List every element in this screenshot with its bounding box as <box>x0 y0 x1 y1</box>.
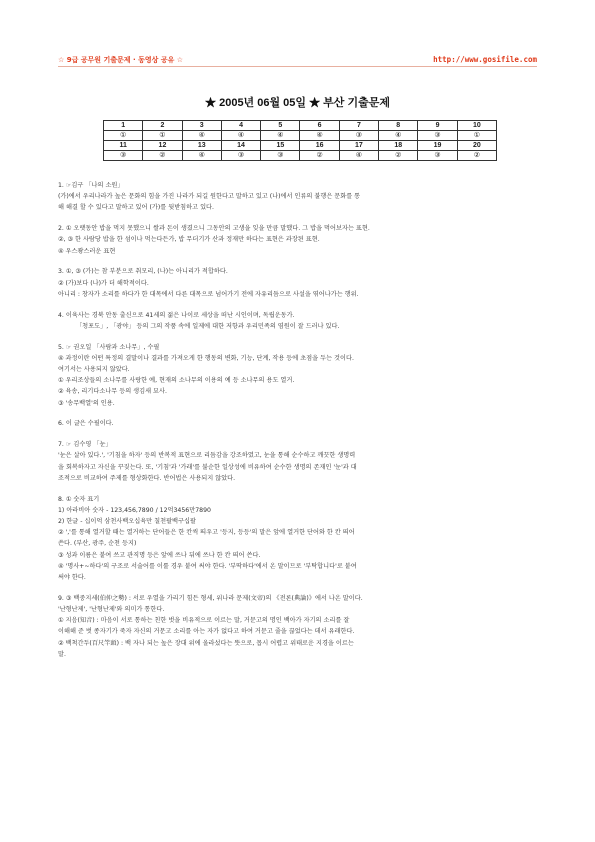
answer-number: 1 <box>104 121 143 131</box>
answer-table <box>103 120 497 161</box>
explanation-line: 「청포도」, 「광야」 등의 그의 작품 속에 일제에 대한 저항과 우리민족의 염원이 잘 드러나 있다. <box>76 322 340 330</box>
answer-choice: ③ <box>261 151 300 161</box>
answer-number: 4 <box>221 121 260 131</box>
explanation-line: 1) 아라비아 숫자 - 123,456,7890 / 12억3456만7890 <box>58 506 211 514</box>
answer-number: 6 <box>300 121 339 131</box>
explanation-item <box>58 310 538 332</box>
answer-number: 3 <box>182 121 221 131</box>
explanation-line: ② (가)보다 (나)가 더 해학적이다. <box>58 279 149 287</box>
explanation-line: ④ '명사+~하다'의 구조로 서술어를 이룰 경우 붙여 써야 한다. '부딱하다'에서 온 말이므로 '부탁합니다'로 붙여 <box>58 562 357 570</box>
header-promo-text: ☆ 9급 공무원 기출문제 · 동영상 공유 ☆ <box>58 56 184 64</box>
explanation-item <box>58 180 538 214</box>
page-title: ★ 2005년 06월 05일 ★ 부산 기출문제 <box>205 97 390 109</box>
answer-number: 15 <box>261 141 300 151</box>
answer-choice: ④ <box>182 151 221 161</box>
explanation-heading: 7. ☞ 김수영 「눈」 <box>58 441 112 449</box>
explanation-line: 말. <box>58 650 66 658</box>
answer-number: 13 <box>182 141 221 151</box>
explanation-item <box>58 266 538 300</box>
answer-choice: ④ <box>300 131 339 141</box>
answer-number: 20 <box>457 141 496 151</box>
explanation-line: '눈은 살아 있다.', '기침을 하자' 등의 반복적 표현으로 리듬감을 강조하였고, 눈을 통해 순수하고 깨끗한 생명력 <box>58 452 356 460</box>
explanation-line: 쓴다. (부산, 광주, 순천 등지) <box>58 540 137 548</box>
explanation-line: ② 백척간두(百尺竿頭) : 백 자나 되는 높은 장대 위에 올라섰다는 뜻으로, 몹시 어렵고 위태로운 지경을 이르는 <box>58 639 354 647</box>
answer-number: 17 <box>339 141 378 151</box>
explanation-line: 을 회복하자고 자신을 꾸짖는다. 또, '기침'과 '가래'를 불순한 일상성에 비유하여 순수한 생명의 존재인 '눈'과 대 <box>58 463 357 471</box>
explanation-item <box>58 494 538 584</box>
answer-choice: ③ <box>339 131 378 141</box>
explanation-heading: 8. ① 숫자 표기 <box>58 495 100 503</box>
answer-number: 19 <box>418 141 457 151</box>
explanation-line: ④ 우스꽝스러운 표현 <box>58 247 116 255</box>
explanation-line: ②, ③ 한 사람당 밥을 한 섬이나 먹는다든가, 밥 무더기가 산과 정재만 하다는 표현은 과장된 표현. <box>58 236 320 244</box>
answer-number: 10 <box>457 121 496 131</box>
answer-number: 18 <box>379 141 418 151</box>
explanation-line: '난형난제', '난형난제'와 의미가 통한다. <box>58 606 165 614</box>
answer-choice: ③ <box>418 131 457 141</box>
answer-number: 8 <box>379 121 418 131</box>
explanation-line: ② ','를 통해 열거할 때는 열거하는 단어들은 한 칸씩 띄우고 '등지, 등등'의 말은 앞에 열거한 단어와 한 칸 띄어 <box>58 529 355 537</box>
answer-choice: ④ <box>339 151 378 161</box>
answer-choice: ③ <box>104 151 143 161</box>
explanation-item <box>58 593 538 660</box>
explanation-line: ① 지음(知音) : 마음이 서로 통하는 친한 벗을 비유적으로 이르는 말, 거문고의 명인 백아가 자기의 소리를 잘 <box>58 617 350 625</box>
explanation-item <box>58 439 538 484</box>
answer-choice: ④ <box>261 131 300 141</box>
explanation-body <box>58 180 538 670</box>
answer-choice-row-2 <box>104 151 497 161</box>
explanation-line: (가)에서 우리나라가 높은 문화의 힘을 가진 나라가 되길 원한다고 말하고 있고 (나)에서 인류의 불행은 문화를 통 <box>58 193 361 201</box>
explanation-heading: 6. 이 글은 수필이다. <box>58 420 114 428</box>
answer-number: 14 <box>221 141 260 151</box>
answer-number: 11 <box>104 141 143 151</box>
page-header <box>58 55 537 65</box>
explanation-line: 조적으로 비교하여 주제를 형상화한다. 반어법은 사용되지 않았다. <box>58 474 236 482</box>
explanation-line: ① 우리조상들의 소나무를 사랑한 예, 현재의 소나무의 이용의 예 등 소나무의 용도 열거. <box>58 377 295 385</box>
answer-number-row-1 <box>104 121 497 131</box>
header-url[interactable]: http://www.gosifile.com <box>433 55 537 64</box>
explanation-line: 써야 한다. <box>58 574 86 582</box>
explanation-line: 2) 한글 - 십이억 삼천사백오십육만 칠천팔백구십팔 <box>58 518 196 526</box>
answer-choice: ② <box>379 151 418 161</box>
explanation-heading: 3. ①, ③ (가)는 참 부분으로 취모리, (나)는 아니리가 적합하다. <box>58 268 228 276</box>
answer-choice: ④ <box>221 131 260 141</box>
answer-choice: ① <box>143 131 182 141</box>
explanation-line: ④ 과정이란 어떤 특정의 결말이나 결과를 가져오게 한 행동의 변화, 기능, 단계, 작용 등에 초점을 두는 것이다. <box>58 354 354 362</box>
explanation-line: ② 육송, 리기다소나무 등의 생김새 묘사. <box>58 388 167 396</box>
explanation-line: 해 해결 할 수 있다고 말하고 있어 (가)를 뒷받침하고 있다. <box>58 204 214 212</box>
answer-choice: ④ <box>379 131 418 141</box>
answer-number-row-2 <box>104 141 497 151</box>
answer-choice: ③ <box>418 151 457 161</box>
answer-choice: ① <box>104 131 143 141</box>
answer-choice: ② <box>457 151 496 161</box>
answer-choice: ② <box>300 151 339 161</box>
answer-number: 16 <box>300 141 339 151</box>
explanation-line: ③ 성과 이름은 붙여 쓰고 관직명 등은 앞에 쓰나 뒤에 쓰나 한 칸 띄어 쓴다. <box>58 551 261 559</box>
explanation-item <box>58 418 538 429</box>
answer-choice: ③ <box>221 151 260 161</box>
explanation-heading: 5. ☞ 권오일 「사람과 소나무」, 수필 <box>58 343 160 351</box>
answer-number: 9 <box>418 121 457 131</box>
answer-number: 12 <box>143 141 182 151</box>
header-divider <box>58 66 537 67</box>
answer-number: 2 <box>143 121 182 131</box>
answer-choice: ① <box>457 131 496 141</box>
explanation-heading: 9. ③ 백중지세(伯仲之勢) : 서로 우열을 가리기 힘든 형세, 위나라 문제(文帝)의 《전론(典論)》에서 나온 말이다. <box>58 594 363 602</box>
explanation-heading: 2. ① 오랫동안 밥을 먹지 못했으니 쌀과 돈이 생겼으니 그동안의 고생을 잊을 만큼 말했다. 그 밥을 먹어보자는 표현. <box>58 225 370 233</box>
answer-choice: ② <box>143 151 182 161</box>
explanation-heading: 4. 이육사는 경북 안동 출신으로 41세의 젊은 나이로 세상을 떠난 시인이며, 독립운동가. <box>58 311 295 319</box>
explanation-item <box>58 223 538 257</box>
answer-number: 5 <box>261 121 300 131</box>
answer-choice: ④ <box>182 131 221 141</box>
explanation-line: 이해해 준 벗 종자기가 죽자 자신의 거문고 소리를 아는 자가 없다고 하여 거문고 줄을 끊었다는 데서 유래한다. <box>58 628 355 636</box>
explanation-item <box>58 342 538 409</box>
explanation-line: 여기서는 사용되지 않았다. <box>58 366 130 374</box>
explanation-line: ③ '송무백열'의 인용. <box>58 399 115 407</box>
answer-number: 7 <box>339 121 378 131</box>
explanation-line: 아니리 : 창자가 소리를 하다가 한 대목에서 다른 대목으로 넘어가기 전에 자유리듬으로 사설을 엮어나가는 행위. <box>58 290 359 298</box>
explanation-heading: 1. ☞김구 「나의 소원」 <box>58 182 124 189</box>
answer-choice-row-1 <box>104 131 497 141</box>
